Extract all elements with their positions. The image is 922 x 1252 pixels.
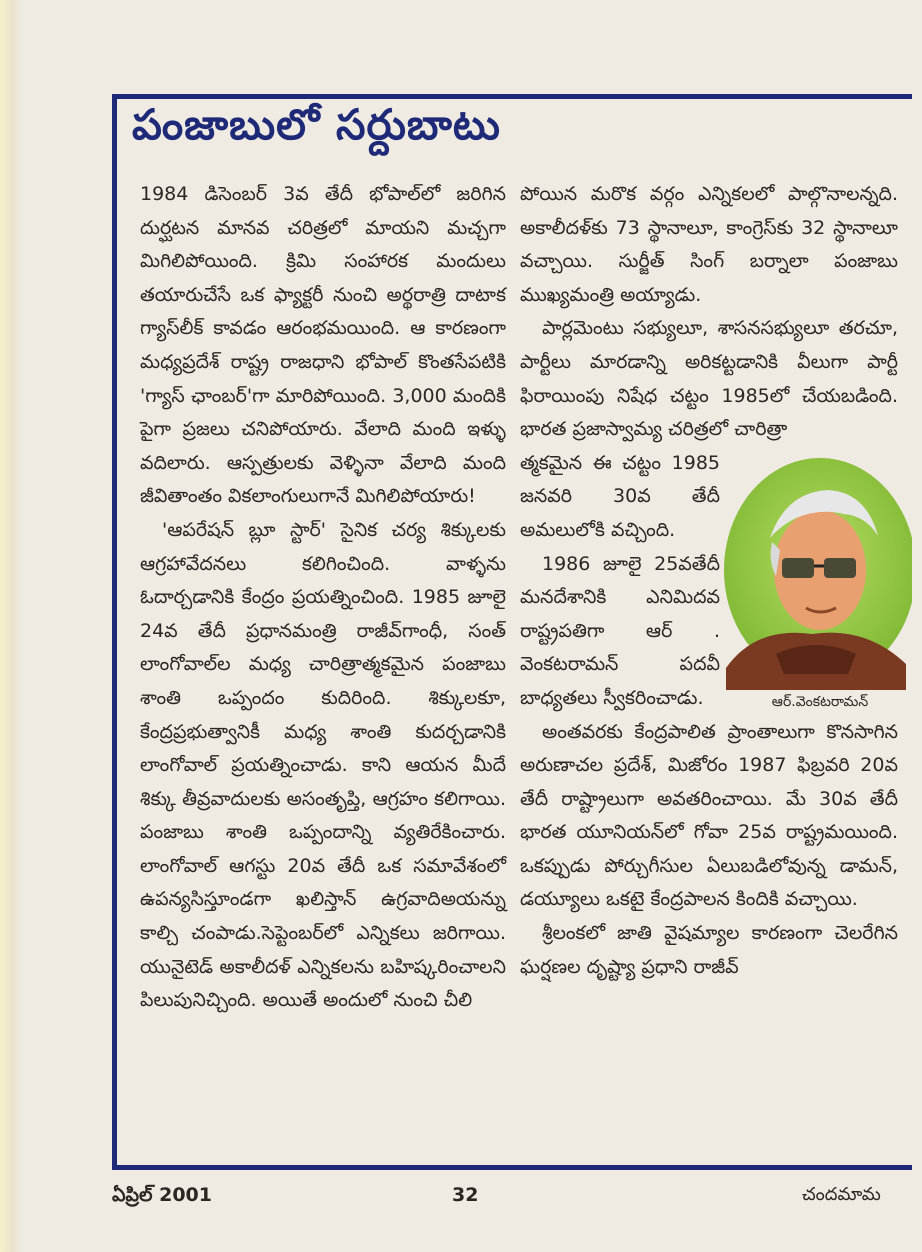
magazine-name: చందమామ: [802, 1184, 881, 1205]
right-paragraph-6: శ్రీలంకలో జాతి వైషమ్యాల కారణంగా చెలరేగిన ఘర్షణల దృష్ట్యా ప్రధాని రాజీవ్: [520, 922, 898, 978]
right-paragraph-5: అంతవరకు కేంద్రపాలిత ప్రాంతాలుగా కొనసాగిన అరుణాచల ప్రదేశ్, మిజోరం 1987 ఫిబ్రవరి 20వ తేదీ రాష్ట్రాలుగా అవతరించాయి. మే 30వ తేదీ భారత యూనియన్‌లో గోవా 25వ రాష్ట్రమయింది. ఒకప్పుడు పోర్చుగీసుల ఏలుబడిలోవున్న డామన్, డయ్యూలు ఒకటై కేంద్రపాలన కిందికి వచ్చాయి.: [520, 720, 898, 911]
right-paragraph-2: పార్లమెంటు సభ్యులూ, శాసనసభ్యులూ తరచూ, పార్టీలు మారడాన్ని అరికట్టడానికి వీలుగా పార్టీ ఫిరాయింపు నిషేధ చట్టం 1985లో చేయబడింది. భారత ప్రజాస్వామ్య చరిత్రలో చారిత్రా: [520, 317, 898, 441]
page-edge: [0, 0, 22, 1252]
page-number: 32: [452, 1184, 479, 1206]
venkataraman-portrait: [716, 458, 912, 690]
right-paragraph-4: 1986 జూలై 25వతేదీ మనదేశానికి ఎనిమిదవ రాష్ట్రపతిగా ఆర్ . వెంకటరామన్ పదవీ బాధ్యతలు స్వీకరించాడు.: [520, 552, 720, 709]
left-column: [140, 178, 506, 1018]
article-title: పంజాబులో సర్దుబాటు: [132, 100, 501, 149]
footer-date: ఏప్రిల్ 2001: [112, 1184, 212, 1206]
portrait-caption: ఆర్.వెంకటరామన్: [771, 694, 869, 710]
left-paragraph-2: 'ఆపరేషన్ బ్లూ స్టార్' సైనిక చర్య శిక్కులకు ఆగ్రహావేదనలు కలిగించింది. వాళ్ళను ఓదార్చడానికి కేంద్రం ప్రయత్నించింది. 1985 జూలై 24వ తేదీ ప్రధానమంత్రి రాజీవ్‌గాంధీ, సంత్ లాంగోవాల్‌ల మధ్య చారిత్రాత్మకమైన పంజాబు శాంతి ఒప్పందం కుదిరింది. శిక్కులకూ, కేంద్రప్రభుత్వానికీ మధ్య శాంతి కుదర్చడానికి లాంగోవాల్ ప్రయత్నించాడు. కాని ఆయన మీదే శిక్కు తీవ్రవాదులకు అసంతృప్తి, ఆగ్రహం కలిగాయి. పంజాబు శాంతి ఒప్పందాన్ని వ్యతిరేకించారు. లాంగోవాల్ ఆగస్టు 20వ తేదీ ఒక సమావేశంలో ఉపన్యసిస్తూండగా ఖలిస్తాన్ ఉగ్రవాదిఅయన్ను కాల్చి చంపాడు.సెప్టెంబర్‌లో ఎన్నికలు జరిగాయి. యునైటెడ్ అకాలీదళ్ ఎన్నికలను బహిష్కరించాలని పిలుపునిచ్చింది. అయితే అందులో నుంచి చీలి: [140, 518, 506, 1012]
left-paragraph-1: 1984 డిసెంబర్ 3వ తేదీ భోపాల్‌లో జరిగిన దుర్ఘటన మానవ చరిత్రలో మాయని మచ్చగా మిగిలిపోయింది. క్రిమి సంహారక మందులు తయారుచేసే ఒక ఫ్యాక్టరీ నుంచి అర్థరాత్రి దాటాక గ్యాస్‌లీక్ కావడం ఆరంభమయింది. ఆ కారణంగా మధ్యప్రదేశ్ రాష్ట్ర రాజధాని భోపాల్ కొంతసేపటికి 'గ్యాస్ ఛాంబర్'గా మారిపోయింది. 3,000 మందికి పైగా ప్రజలు చనిపోయారు. వేలాది మంది ఇళ్ళు వదిలారు. ఆస్పత్రులకు వెళ్ళినా వేలాది మంది జీవితాంతం వికలాంగులుగానే మిగిలిపోయారు!: [140, 183, 506, 508]
right-paragraph-3: త్మకమైన ఈ చట్టం 1985 జనవరి 30వ తేదీ అమలులోకి వచ్చింది.: [520, 451, 720, 541]
right-paragraph-1: పోయిన మరొక వర్గం ఎన్నికలలో పాల్గొనాలన్నది. అకాలీదళ్‌కు 73 స్థానాలూ, కాంగ్రెస్‌కు 32 స్థానాలూ వచ్చాయి. సుర్జీత్ సింగ్ బర్నాలా పంజాబు ముఖ్యమంత్రి అయ్యాడు.: [520, 183, 898, 306]
